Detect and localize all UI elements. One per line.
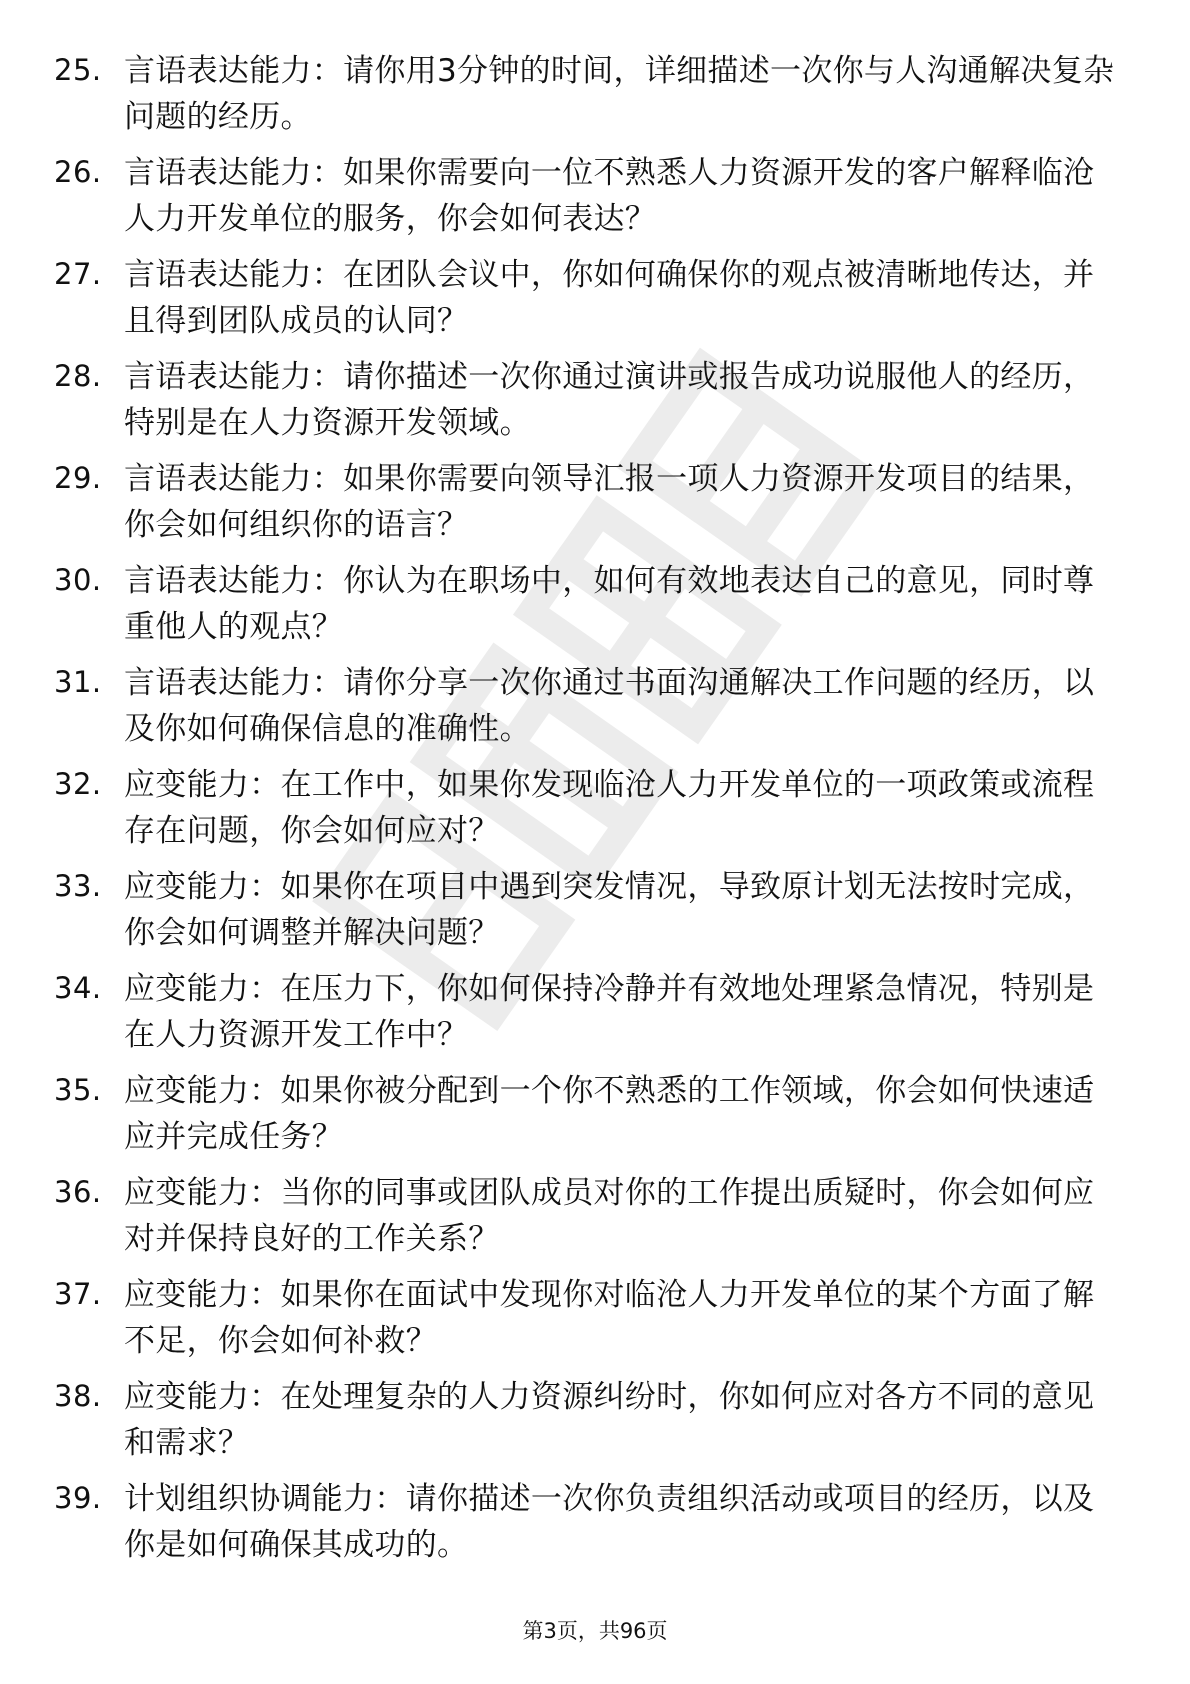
question-text: 应变能力：当你的同事或团队成员对你的工作提出质疑时，你会如何应对并保持良好的工作关系？ — [124, 1175, 1095, 1257]
list-item — [0, 1268, 1190, 1370]
list-item — [0, 962, 1190, 1064]
question-text: 言语表达能力：如果你需要向一位不熟悉人力资源开发的客户解释临沧人力开发单位的服务，你会如何表达？ — [124, 155, 1095, 237]
list-item — [0, 1064, 1190, 1166]
question-number: 37. — [54, 1277, 102, 1311]
list-item — [0, 758, 1190, 860]
question-text: 应变能力：在处理复杂的人力资源纠纷时，你如何应对各方不同的意见和需求？ — [124, 1379, 1095, 1461]
question-number: 26. — [54, 155, 102, 189]
list-item — [0, 1370, 1190, 1472]
list-item — [0, 554, 1190, 656]
question-text: 应变能力：在压力下，你如何保持冷静并有效地处理紧急情况，特别是在人力资源开发工作中？ — [124, 971, 1095, 1053]
question-number: 31. — [54, 665, 102, 699]
list-item — [0, 452, 1190, 554]
list-item — [0, 248, 1190, 350]
page-footer: 第3页，共96页 — [522, 1619, 668, 1643]
question-text: 应变能力：如果你在项目中遇到突发情况，导致原计划无法按时完成，你会如何调整并解决问题？ — [124, 869, 1095, 951]
question-text: 计划组织协调能力：请你描述一次你负责组织活动或项目的经历，以及你是如何确保其成功的。 — [124, 1481, 1095, 1563]
question-text: 应变能力：如果你被分配到一个你不熟悉的工作领域，你会如何快速适应并完成任务？ — [124, 1073, 1095, 1155]
question-number: 38. — [54, 1379, 102, 1413]
question-number: 30. — [54, 563, 102, 597]
question-number: 29. — [54, 461, 102, 495]
question-list — [0, 44, 1190, 1574]
question-text: 言语表达能力：在团队会议中，你如何确保你的观点被清晰地传达，并且得到团队成员的认同？ — [124, 257, 1095, 339]
question-number: 33. — [54, 869, 102, 903]
question-number: 27. — [54, 257, 102, 291]
question-text: 言语表达能力：请你描述一次你通过演讲或报告成功说服他人的经历，特别是在人力资源开发领域。 — [124, 359, 1095, 441]
question-text: 言语表达能力：你认为在职场中，如何有效地表达自己的意见，同时尊重他人的观点？ — [124, 563, 1095, 645]
question-text: 应变能力：如果你在面试中发现你对临沧人力开发单位的某个方面了解不足，你会如何补救？ — [124, 1277, 1095, 1359]
list-item — [0, 656, 1190, 758]
question-text: 言语表达能力：请你分享一次你通过书面沟通解决工作问题的经历，以及你如何确保信息的准确性。 — [124, 665, 1095, 747]
list-item — [0, 860, 1190, 962]
question-number: 28. — [54, 359, 102, 393]
list-item — [0, 1472, 1190, 1574]
question-text: 言语表达能力：如果你需要向领导汇报一项人力资源开发项目的结果，你会如何组织你的语言？ — [124, 461, 1095, 543]
list-item — [0, 146, 1190, 248]
question-text: 言语表达能力：请你用3分钟的时间，详细描述一次你与人沟通解决复杂问题的经历。 — [124, 53, 1115, 135]
list-item — [0, 44, 1190, 146]
question-number: 25. — [54, 53, 102, 87]
question-number: 36. — [54, 1175, 102, 1209]
list-item — [0, 350, 1190, 452]
question-number: 34. — [54, 971, 102, 1005]
list-item — [0, 1166, 1190, 1268]
question-number: 39. — [54, 1481, 102, 1515]
question-text: 应变能力：在工作中，如果你发现临沧人力开发单位的一项政策或流程存在问题，你会如何应对？ — [124, 767, 1095, 849]
question-number: 32. — [54, 767, 102, 801]
question-number: 35. — [54, 1073, 102, 1107]
